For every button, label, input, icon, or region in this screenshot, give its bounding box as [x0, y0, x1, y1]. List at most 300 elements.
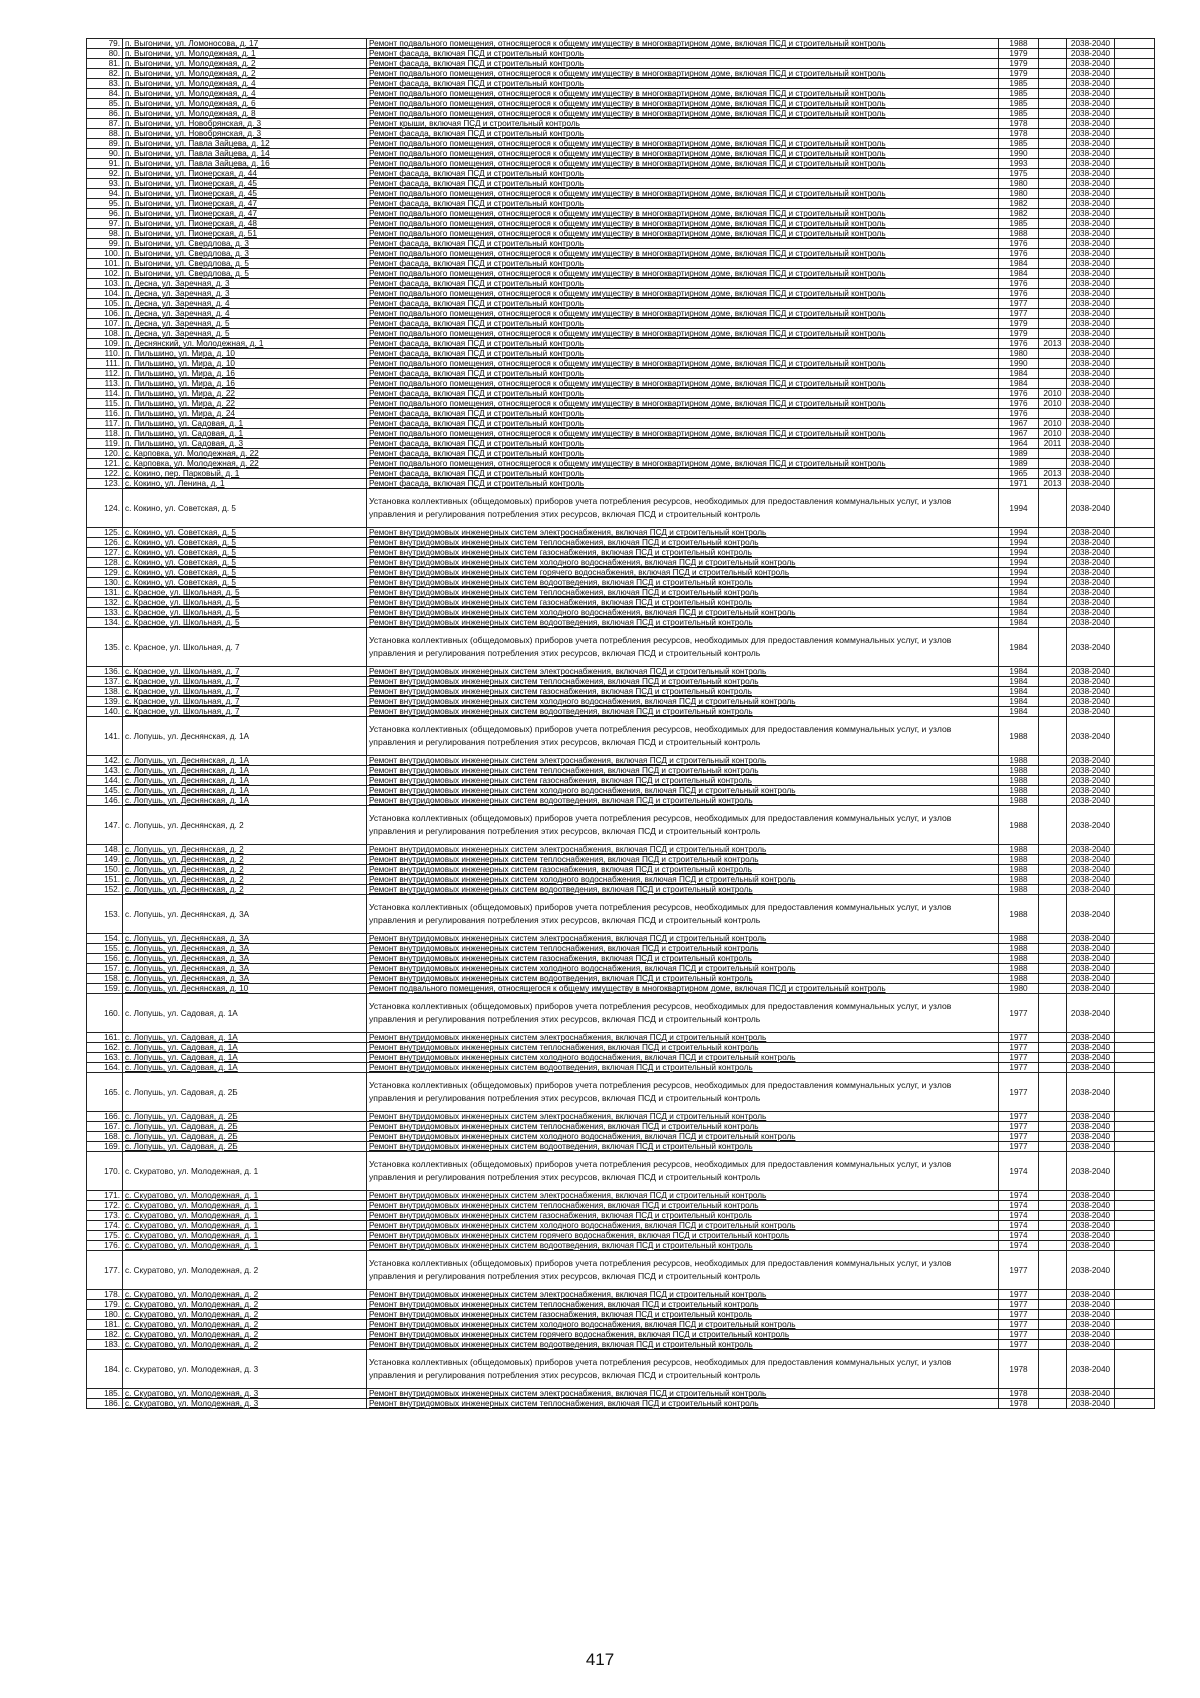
row-number: 174.	[87, 1221, 123, 1231]
building-address: с. Скуратово, ул. Молодежная, д. 3	[123, 1389, 367, 1399]
work-type: Ремонт фасада, включая ПСД и строительный контроль	[367, 409, 999, 419]
empty-cell	[1115, 855, 1155, 865]
table-row	[87, 1300, 1155, 1310]
work-type: Ремонт внутридомовых инженерных систем газоснабжения, включая ПСД и строительный контроль	[367, 598, 999, 608]
row-number: 175.	[87, 1231, 123, 1241]
commissioning-year: 1994	[999, 528, 1039, 538]
last-repair-year	[1039, 766, 1067, 776]
building-address: п. Выгоничи, ул. Новобрянская, д. 3	[123, 129, 367, 139]
table-row	[87, 139, 1155, 149]
table-row	[87, 1340, 1155, 1350]
commissioning-year: 1976	[999, 239, 1039, 249]
commissioning-year: 1978	[999, 1389, 1039, 1399]
planned-period: 2038-2040	[1067, 389, 1115, 399]
work-type: Ремонт подвального помещения, относящегося к общему имуществу в многоквартирном доме, включая ПСД и строительный контроль	[367, 109, 999, 119]
table-row	[87, 1073, 1155, 1112]
work-type: Ремонт подвального помещения, относящегося к общему имуществу в многоквартирном доме, включая ПСД и строительный контроль	[367, 209, 999, 219]
commissioning-year: 1978	[999, 1399, 1039, 1409]
empty-cell	[1115, 419, 1155, 429]
commissioning-year: 1988	[999, 756, 1039, 766]
last-repair-year	[1039, 1290, 1067, 1300]
last-repair-year	[1039, 209, 1067, 219]
empty-cell	[1115, 974, 1155, 984]
commissioning-year: 1977	[999, 1132, 1039, 1142]
commissioning-year: 1984	[999, 588, 1039, 598]
commissioning-year: 1984	[999, 379, 1039, 389]
row-number: 106.	[87, 309, 123, 319]
row-number: 118.	[87, 429, 123, 439]
work-type: Установка коллективных (общедомовых) приборов учета потребления ресурсов, необходимых для предоставления коммунальных услуг, и узлов управления и регулирования потребления этих ресурсов, включая ПСД и строительный контроль	[367, 1073, 999, 1112]
empty-cell	[1115, 1033, 1155, 1043]
row-number: 112.	[87, 369, 123, 379]
work-type: Ремонт внутридомовых инженерных систем холодного водоснабжения, включая ПСД и строительный контроль	[367, 1221, 999, 1231]
building-address: с. Лопушь, ул. Садовая, д. 1А	[123, 1043, 367, 1053]
last-repair-year: 2010	[1039, 419, 1067, 429]
last-repair-year	[1039, 1191, 1067, 1201]
commissioning-year: 1988	[999, 855, 1039, 865]
planned-period: 2038-2040	[1067, 568, 1115, 578]
work-type: Ремонт внутридомовых инженерных систем теплоснабжения, включая ПСД и строительный контроль	[367, 1201, 999, 1211]
building-address: п. Выгоничи, ул. Ломоносова, д. 17	[123, 39, 367, 49]
building-address: с. Лопушь, ул. Садовая, д. 2Б	[123, 1073, 367, 1112]
commissioning-year: 1984	[999, 677, 1039, 687]
work-type: Ремонт внутридомовых инженерных систем теплоснабжения, включая ПСД и строительный контроль	[367, 1300, 999, 1310]
planned-period: 2038-2040	[1067, 1310, 1115, 1320]
row-number: 108.	[87, 329, 123, 339]
planned-period: 2038-2040	[1067, 139, 1115, 149]
building-address: с. Лопушь, ул. Деснянская, д. 3А	[123, 895, 367, 934]
building-address: с. Красное, ул. Школьная, д. 7	[123, 628, 367, 667]
empty-cell	[1115, 249, 1155, 259]
work-type: Ремонт внутридомовых инженерных систем холодного водоснабжения, включая ПСД и строительный контроль	[367, 964, 999, 974]
row-number: 151.	[87, 875, 123, 885]
table-row	[87, 1290, 1155, 1300]
empty-cell	[1115, 707, 1155, 717]
planned-period: 2038-2040	[1067, 349, 1115, 359]
commissioning-year: 1990	[999, 149, 1039, 159]
row-number: 146.	[87, 796, 123, 806]
building-address: п. Десна, ул. Заречная, д. 4	[123, 309, 367, 319]
row-number: 102.	[87, 269, 123, 279]
table-row	[87, 1221, 1155, 1231]
work-type: Ремонт внутридомовых инженерных систем теплоснабжения, включая ПСД и строительный контроль	[367, 538, 999, 548]
row-number: 93.	[87, 179, 123, 189]
building-address: п. Пильшино, ул. Мира, д. 16	[123, 379, 367, 389]
table-row	[87, 697, 1155, 707]
table-row	[87, 449, 1155, 459]
empty-cell	[1115, 618, 1155, 628]
table-row	[87, 259, 1155, 269]
building-address: с. Лопушь, ул. Деснянская, д. 1А	[123, 717, 367, 756]
commissioning-year: 1964	[999, 439, 1039, 449]
empty-cell	[1115, 964, 1155, 974]
building-address: с. Скуратово, ул. Молодежная, д. 1	[123, 1211, 367, 1221]
empty-cell	[1115, 469, 1155, 479]
planned-period: 2038-2040	[1067, 1053, 1115, 1063]
planned-period: 2038-2040	[1067, 1211, 1115, 1221]
table-row	[87, 199, 1155, 209]
table-row	[87, 855, 1155, 865]
row-number: 129.	[87, 568, 123, 578]
building-address: с. Скуратово, ул. Молодежная, д. 1	[123, 1241, 367, 1251]
commissioning-year: 1988	[999, 39, 1039, 49]
table-row	[87, 1033, 1155, 1043]
row-number: 103.	[87, 279, 123, 289]
empty-cell	[1115, 319, 1155, 329]
last-repair-year	[1039, 855, 1067, 865]
commissioning-year: 1994	[999, 568, 1039, 578]
table-row	[87, 538, 1155, 548]
last-repair-year	[1039, 179, 1067, 189]
empty-cell	[1115, 944, 1155, 954]
planned-period: 2038-2040	[1067, 1073, 1115, 1112]
building-address: с. Красное, ул. Школьная, д. 7	[123, 707, 367, 717]
commissioning-year: 1985	[999, 79, 1039, 89]
empty-cell	[1115, 865, 1155, 875]
row-number: 156.	[87, 954, 123, 964]
building-address: п. Выгоничи, ул. Молодежная, д. 6	[123, 99, 367, 109]
table-row	[87, 149, 1155, 159]
building-address: с. Лопушь, ул. Деснянская, д. 3А	[123, 934, 367, 944]
table-row	[87, 49, 1155, 59]
building-address: с. Лопушь, ул. Деснянская, д. 2	[123, 806, 367, 845]
work-type: Ремонт внутридомовых инженерных систем электроснабжения, включая ПСД и строительный контроль	[367, 934, 999, 944]
commissioning-year: 1974	[999, 1211, 1039, 1221]
work-type: Ремонт крыши, включая ПСД и строительный контроль	[367, 119, 999, 129]
table-row	[87, 419, 1155, 429]
empty-cell	[1115, 528, 1155, 538]
planned-period: 2038-2040	[1067, 558, 1115, 568]
planned-period: 2038-2040	[1067, 49, 1115, 59]
last-repair-year	[1039, 139, 1067, 149]
row-number: 136.	[87, 667, 123, 677]
empty-cell	[1115, 169, 1155, 179]
building-address: п. Выгоничи, ул. Молодежная, д. 8	[123, 109, 367, 119]
building-address: с. Лопушь, ул. Деснянская, д. 2	[123, 875, 367, 885]
work-type: Ремонт внутридомовых инженерных систем электроснабжения, включая ПСД и строительный контроль	[367, 756, 999, 766]
commissioning-year: 1977	[999, 1112, 1039, 1122]
row-number: 105.	[87, 299, 123, 309]
table-row	[87, 1231, 1155, 1241]
commissioning-year: 1985	[999, 139, 1039, 149]
planned-period: 2038-2040	[1067, 994, 1115, 1033]
last-repair-year	[1039, 776, 1067, 786]
work-type: Ремонт внутридомовых инженерных систем холодного водоснабжения, включая ПСД и строительный контроль	[367, 558, 999, 568]
commissioning-year: 1994	[999, 578, 1039, 588]
row-number: 142.	[87, 756, 123, 766]
building-address: с. Кокино, ул. Советская, д. 5	[123, 558, 367, 568]
planned-period: 2038-2040	[1067, 618, 1115, 628]
last-repair-year	[1039, 329, 1067, 339]
commissioning-year: 1974	[999, 1201, 1039, 1211]
building-address: с. Скуратово, ул. Молодежная, д. 2	[123, 1290, 367, 1300]
row-number: 163.	[87, 1053, 123, 1063]
commissioning-year: 1979	[999, 59, 1039, 69]
row-number: 180.	[87, 1310, 123, 1320]
planned-period: 2038-2040	[1067, 409, 1115, 419]
planned-period: 2038-2040	[1067, 449, 1115, 459]
building-address: п. Выгоничи, ул. Свердлова, д. 5	[123, 269, 367, 279]
work-type: Ремонт внутридомовых инженерных систем холодного водоснабжения, включая ПСД и строительный контроль	[367, 875, 999, 885]
last-repair-year	[1039, 1201, 1067, 1211]
last-repair-year	[1039, 379, 1067, 389]
row-number: 114.	[87, 389, 123, 399]
commissioning-year: 1984	[999, 707, 1039, 717]
building-address: с. Скуратово, ул. Молодежная, д. 3	[123, 1399, 367, 1409]
table-row	[87, 558, 1155, 568]
row-number: 181.	[87, 1320, 123, 1330]
commissioning-year: 1965	[999, 469, 1039, 479]
row-number: 173.	[87, 1211, 123, 1221]
work-type: Ремонт подвального помещения, относящегося к общему имуществу в многоквартирном доме, включая ПСД и строительный контроль	[367, 69, 999, 79]
commissioning-year: 1994	[999, 548, 1039, 558]
empty-cell	[1115, 1340, 1155, 1350]
building-address: с. Лопушь, ул. Деснянская, д. 2	[123, 865, 367, 875]
empty-cell	[1115, 994, 1155, 1033]
row-number: 81.	[87, 59, 123, 69]
empty-cell	[1115, 558, 1155, 568]
commissioning-year: 1988	[999, 766, 1039, 776]
commissioning-year: 1984	[999, 608, 1039, 618]
table-row	[87, 717, 1155, 756]
planned-period: 2038-2040	[1067, 1112, 1115, 1122]
work-type: Ремонт внутридомовых инженерных систем электроснабжения, включая ПСД и строительный контроль	[367, 1191, 999, 1201]
commissioning-year: 1971	[999, 479, 1039, 489]
empty-cell	[1115, 159, 1155, 169]
work-type: Ремонт внутридомовых инженерных систем газоснабжения, включая ПСД и строительный контроль	[367, 687, 999, 697]
work-type: Ремонт внутридомовых инженерных систем горячего водоснабжения, включая ПСД и строительный контроль	[367, 568, 999, 578]
commissioning-year: 1978	[999, 119, 1039, 129]
empty-cell	[1115, 49, 1155, 59]
commissioning-year: 1976	[999, 279, 1039, 289]
work-type: Установка коллективных (общедомовых) приборов учета потребления ресурсов, необходимых для предоставления коммунальных услуг, и узлов управления и регулирования потребления этих ресурсов, включая ПСД и строительный контроль	[367, 717, 999, 756]
planned-period: 2038-2040	[1067, 89, 1115, 99]
planned-period: 2038-2040	[1067, 687, 1115, 697]
commissioning-year: 1993	[999, 159, 1039, 169]
empty-cell	[1115, 628, 1155, 667]
planned-period: 2038-2040	[1067, 1033, 1115, 1043]
work-type: Ремонт фасада, включая ПСД и строительный контроль	[367, 279, 999, 289]
table-row	[87, 687, 1155, 697]
row-number: 85.	[87, 99, 123, 109]
table-row	[87, 568, 1155, 578]
empty-cell	[1115, 189, 1155, 199]
planned-period: 2038-2040	[1067, 1290, 1115, 1300]
last-repair-year	[1039, 1350, 1067, 1389]
building-address: с. Лопушь, ул. Садовая, д. 2Б	[123, 1122, 367, 1132]
last-repair-year	[1039, 129, 1067, 139]
work-type: Ремонт подвального помещения, относящегося к общему имуществу в многоквартирном доме, включая ПСД и строительный контроль	[367, 139, 999, 149]
commissioning-year: 1988	[999, 934, 1039, 944]
commissioning-year: 1985	[999, 99, 1039, 109]
last-repair-year	[1039, 259, 1067, 269]
commissioning-year: 1988	[999, 806, 1039, 845]
empty-cell	[1115, 895, 1155, 934]
building-address: п. Выгоничи, ул. Молодежная, д. 4	[123, 89, 367, 99]
last-repair-year	[1039, 119, 1067, 129]
last-repair-year	[1039, 1221, 1067, 1231]
work-type: Ремонт внутридомовых инженерных систем электроснабжения, включая ПСД и строительный контроль	[367, 1389, 999, 1399]
planned-period: 2038-2040	[1067, 399, 1115, 409]
planned-period: 2038-2040	[1067, 756, 1115, 766]
commissioning-year: 1974	[999, 1191, 1039, 1201]
planned-period: 2038-2040	[1067, 69, 1115, 79]
table-row	[87, 379, 1155, 389]
last-repair-year	[1039, 199, 1067, 209]
commissioning-year: 1988	[999, 717, 1039, 756]
table-row	[87, 299, 1155, 309]
table-row	[87, 479, 1155, 489]
row-number: 96.	[87, 209, 123, 219]
row-number: 159.	[87, 984, 123, 994]
empty-cell	[1115, 608, 1155, 618]
commissioning-year: 1978	[999, 1350, 1039, 1389]
building-address: с. Карповка, ул. Молодежная, д. 22	[123, 459, 367, 469]
planned-period: 2038-2040	[1067, 1191, 1115, 1201]
row-number: 87.	[87, 119, 123, 129]
row-number: 149.	[87, 855, 123, 865]
row-number: 88.	[87, 129, 123, 139]
building-address: с. Кокино, пер. Парковый, д. 1	[123, 469, 367, 479]
work-type: Ремонт подвального помещения, относящегося к общему имуществу в многоквартирном доме, включая ПСД и строительный контроль	[367, 309, 999, 319]
table-row	[87, 1053, 1155, 1063]
commissioning-year: 1977	[999, 994, 1039, 1033]
building-address: с. Кокино, ул. Советская, д. 5	[123, 548, 367, 558]
table-body	[87, 39, 1155, 1409]
table-row	[87, 489, 1155, 528]
building-address: с. Лопушь, ул. Садовая, д. 2Б	[123, 1142, 367, 1152]
empty-cell	[1115, 199, 1155, 209]
building-address: с. Лопушь, ул. Садовая, д. 2Б	[123, 1132, 367, 1142]
row-number: 155.	[87, 944, 123, 954]
table-row	[87, 1132, 1155, 1142]
empty-cell	[1115, 1399, 1155, 1409]
building-address: с. Красное, ул. Школьная, д. 5	[123, 608, 367, 618]
commissioning-year: 1967	[999, 429, 1039, 439]
last-repair-year	[1039, 1073, 1067, 1112]
work-type: Ремонт фасада, включая ПСД и строительный контроль	[367, 439, 999, 449]
last-repair-year	[1039, 618, 1067, 628]
planned-period: 2038-2040	[1067, 119, 1115, 129]
planned-period: 2038-2040	[1067, 159, 1115, 169]
planned-period: 2038-2040	[1067, 109, 1115, 119]
building-address: п. Выгоничи, ул. Пионерская, д. 51	[123, 229, 367, 239]
empty-cell	[1115, 119, 1155, 129]
building-address: с. Кокино, ул. Советская, д. 5	[123, 568, 367, 578]
empty-cell	[1115, 875, 1155, 885]
last-repair-year	[1039, 994, 1067, 1033]
planned-period: 2038-2040	[1067, 299, 1115, 309]
building-address: п. Выгоничи, ул. Молодежная, д. 1	[123, 49, 367, 59]
table-row	[87, 598, 1155, 608]
table-row	[87, 608, 1155, 618]
building-address: п. Десна, ул. Заречная, д. 3	[123, 289, 367, 299]
work-type: Ремонт внутридомовых инженерных систем электроснабжения, включая ПСД и строительный контроль	[367, 1112, 999, 1122]
row-number: 84.	[87, 89, 123, 99]
planned-period: 2038-2040	[1067, 984, 1115, 994]
planned-period: 2038-2040	[1067, 776, 1115, 786]
building-address: с. Лопушь, ул. Деснянская, д. 3А	[123, 974, 367, 984]
commissioning-year: 1976	[999, 399, 1039, 409]
planned-period: 2038-2040	[1067, 219, 1115, 229]
work-type: Ремонт подвального помещения, относящегося к общему имуществу в многоквартирном доме, включая ПСД и строительный контроль	[367, 359, 999, 369]
empty-cell	[1115, 786, 1155, 796]
planned-period: 2038-2040	[1067, 717, 1115, 756]
row-number: 83.	[87, 79, 123, 89]
building-address: с. Скуратово, ул. Молодежная, д. 2	[123, 1300, 367, 1310]
commissioning-year: 1977	[999, 1340, 1039, 1350]
table-row	[87, 349, 1155, 359]
table-row	[87, 1201, 1155, 1211]
building-address: п. Пильшино, ул. Мира, д. 10	[123, 349, 367, 359]
row-number: 184.	[87, 1350, 123, 1389]
planned-period: 2038-2040	[1067, 697, 1115, 707]
commissioning-year: 1984	[999, 667, 1039, 677]
building-address: п. Пильшино, ул. Мира, д. 24	[123, 409, 367, 419]
last-repair-year	[1039, 528, 1067, 538]
work-type: Ремонт внутридомовых инженерных систем водоотведения, включая ПСД и строительный контроль	[367, 796, 999, 806]
commissioning-year: 1980	[999, 179, 1039, 189]
planned-period: 2038-2040	[1067, 239, 1115, 249]
row-number: 128.	[87, 558, 123, 568]
building-address: п. Десна, ул. Заречная, д. 5	[123, 329, 367, 339]
planned-period: 2038-2040	[1067, 189, 1115, 199]
row-number: 169.	[87, 1142, 123, 1152]
building-address: п. Выгоничи, ул. Пионерская, д. 47	[123, 199, 367, 209]
commissioning-year: 1988	[999, 845, 1039, 855]
row-number: 143.	[87, 766, 123, 776]
building-address: с. Скуратово, ул. Молодежная, д. 2	[123, 1330, 367, 1340]
table-row	[87, 399, 1155, 409]
building-address: с. Скуратово, ул. Молодежная, д. 1	[123, 1191, 367, 1201]
planned-period: 2038-2040	[1067, 538, 1115, 548]
building-address: с. Кокино, ул. Советская, д. 5	[123, 578, 367, 588]
table-row	[87, 1310, 1155, 1320]
last-repair-year	[1039, 1122, 1067, 1132]
table-row	[87, 119, 1155, 129]
empty-cell	[1115, 766, 1155, 776]
empty-cell	[1115, 179, 1155, 189]
last-repair-year	[1039, 608, 1067, 618]
last-repair-year	[1039, 459, 1067, 469]
commissioning-year: 1977	[999, 1310, 1039, 1320]
building-address: с. Скуратово, ул. Молодежная, д. 2	[123, 1251, 367, 1290]
planned-period: 2038-2040	[1067, 608, 1115, 618]
empty-cell	[1115, 79, 1155, 89]
building-address: с. Лопушь, ул. Деснянская, д. 3А	[123, 954, 367, 964]
table-row	[87, 1389, 1155, 1399]
commissioning-year: 1974	[999, 1241, 1039, 1251]
work-type: Ремонт подвального помещения, относящегося к общему имуществу в многоквартирном доме, включая ПСД и строительный контроль	[367, 219, 999, 229]
commissioning-year: 1988	[999, 954, 1039, 964]
table-row	[87, 618, 1155, 628]
commissioning-year: 1988	[999, 944, 1039, 954]
building-address: п. Выгоничи, ул. Пионерская, д. 45	[123, 179, 367, 189]
last-repair-year	[1039, 984, 1067, 994]
last-repair-year	[1039, 964, 1067, 974]
commissioning-year: 1988	[999, 229, 1039, 239]
row-number: 104.	[87, 289, 123, 299]
last-repair-year	[1039, 109, 1067, 119]
building-address: п. Выгоничи, ул. Пионерская, д. 44	[123, 169, 367, 179]
building-address: с. Красное, ул. Школьная, д. 5	[123, 588, 367, 598]
planned-period: 2038-2040	[1067, 796, 1115, 806]
commissioning-year: 1977	[999, 1330, 1039, 1340]
work-type: Ремонт внутридомовых инженерных систем газоснабжения, включая ПСД и строительный контроль	[367, 776, 999, 786]
work-type: Ремонт внутридомовых инженерных систем горячего водоснабжения, включая ПСД и строительный контроль	[367, 1231, 999, 1241]
work-type: Ремонт подвального помещения, относящегося к общему имуществу в многоквартирном доме, включая ПСД и строительный контроль	[367, 399, 999, 409]
planned-period: 2038-2040	[1067, 259, 1115, 269]
